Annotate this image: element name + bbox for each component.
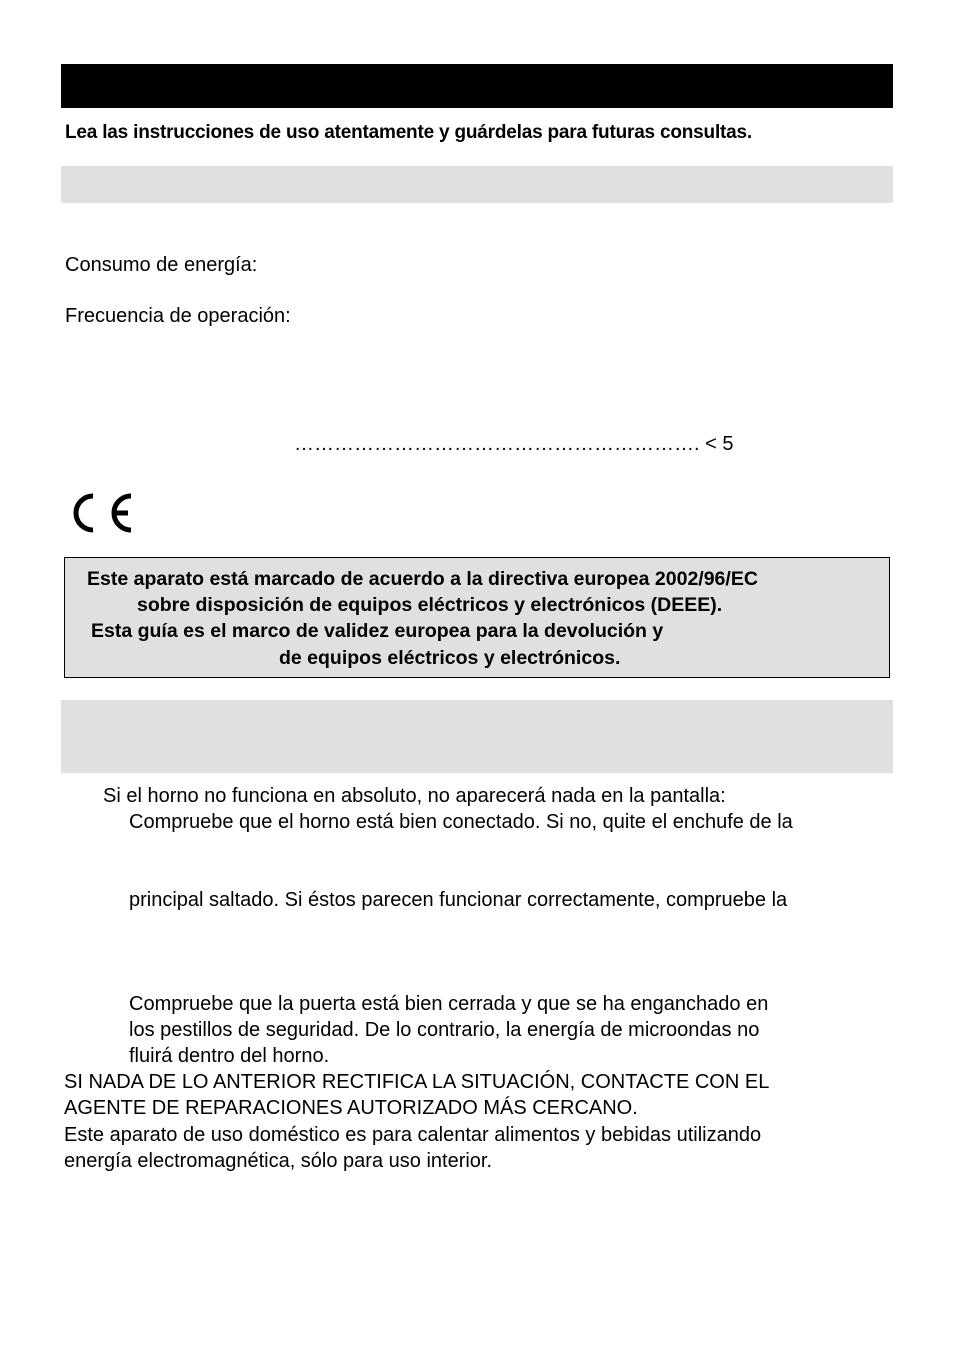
- check-door-text: fluirá dentro del horno.: [129, 1045, 330, 1067]
- power-consumption-label: Consumo de energía:: [65, 254, 258, 276]
- usage-statement: energía electromagnética, sólo para uso interior.: [64, 1150, 493, 1172]
- title-bar: [61, 64, 893, 108]
- check-door-text: Compruebe que la puerta está bien cerrada y que se ha enganchado en: [129, 993, 769, 1015]
- check-connection-text: Compruebe que el horno está bien conectado. Si no, quite el enchufe de la: [129, 811, 793, 833]
- check-breaker-text: principal saltado. Si éstos parecen funcionar correctamente, compruebe la: [129, 889, 788, 911]
- contact-agent-text: SI NADA DE LO ANTERIOR RECTIFICA LA SITUACIÓN, CONTACTE CON EL: [64, 1071, 770, 1093]
- intro-text: Lea las instrucciones de uso atentamente y guárdelas para futuras consultas.: [65, 122, 752, 143]
- usage-statement: Este aparato de uso doméstico es para calentar alimentos y bebidas utilizando: [64, 1124, 762, 1146]
- troubleshooting-intro: Si el horno no funciona en absoluto, no aparecerá nada en la pantalla:: [103, 785, 726, 807]
- specs-heading-bar: [61, 166, 893, 203]
- weee-notice-box: [64, 557, 890, 678]
- weee-notice-line: sobre disposición de equipos eléctricos y electrónicos (DEEE).: [137, 594, 723, 616]
- contact-agent-text: AGENTE DE REPARACIONES AUTORIZADO MÁS CERCANO.: [64, 1097, 638, 1119]
- weee-notice-line: Este aparato está marcado de acuerdo a la directiva europea 2002/96/EC: [87, 568, 758, 590]
- operating-frequency-label: Frecuencia de operación:: [65, 305, 291, 327]
- troubleshooting-heading-bar: [61, 700, 893, 773]
- weee-notice-line: de equipos eléctricos y electrónicos.: [279, 647, 621, 669]
- check-door-text: los pestillos de seguridad. De lo contrario, la energía de microondas no: [129, 1019, 760, 1041]
- ce-mark-icon: [64, 488, 136, 538]
- spec-dotted-line: ……………………………………………………. < 5: [294, 433, 734, 455]
- weee-notice-line: Esta guía es el marco de validez europea para la devolución y: [91, 620, 664, 642]
